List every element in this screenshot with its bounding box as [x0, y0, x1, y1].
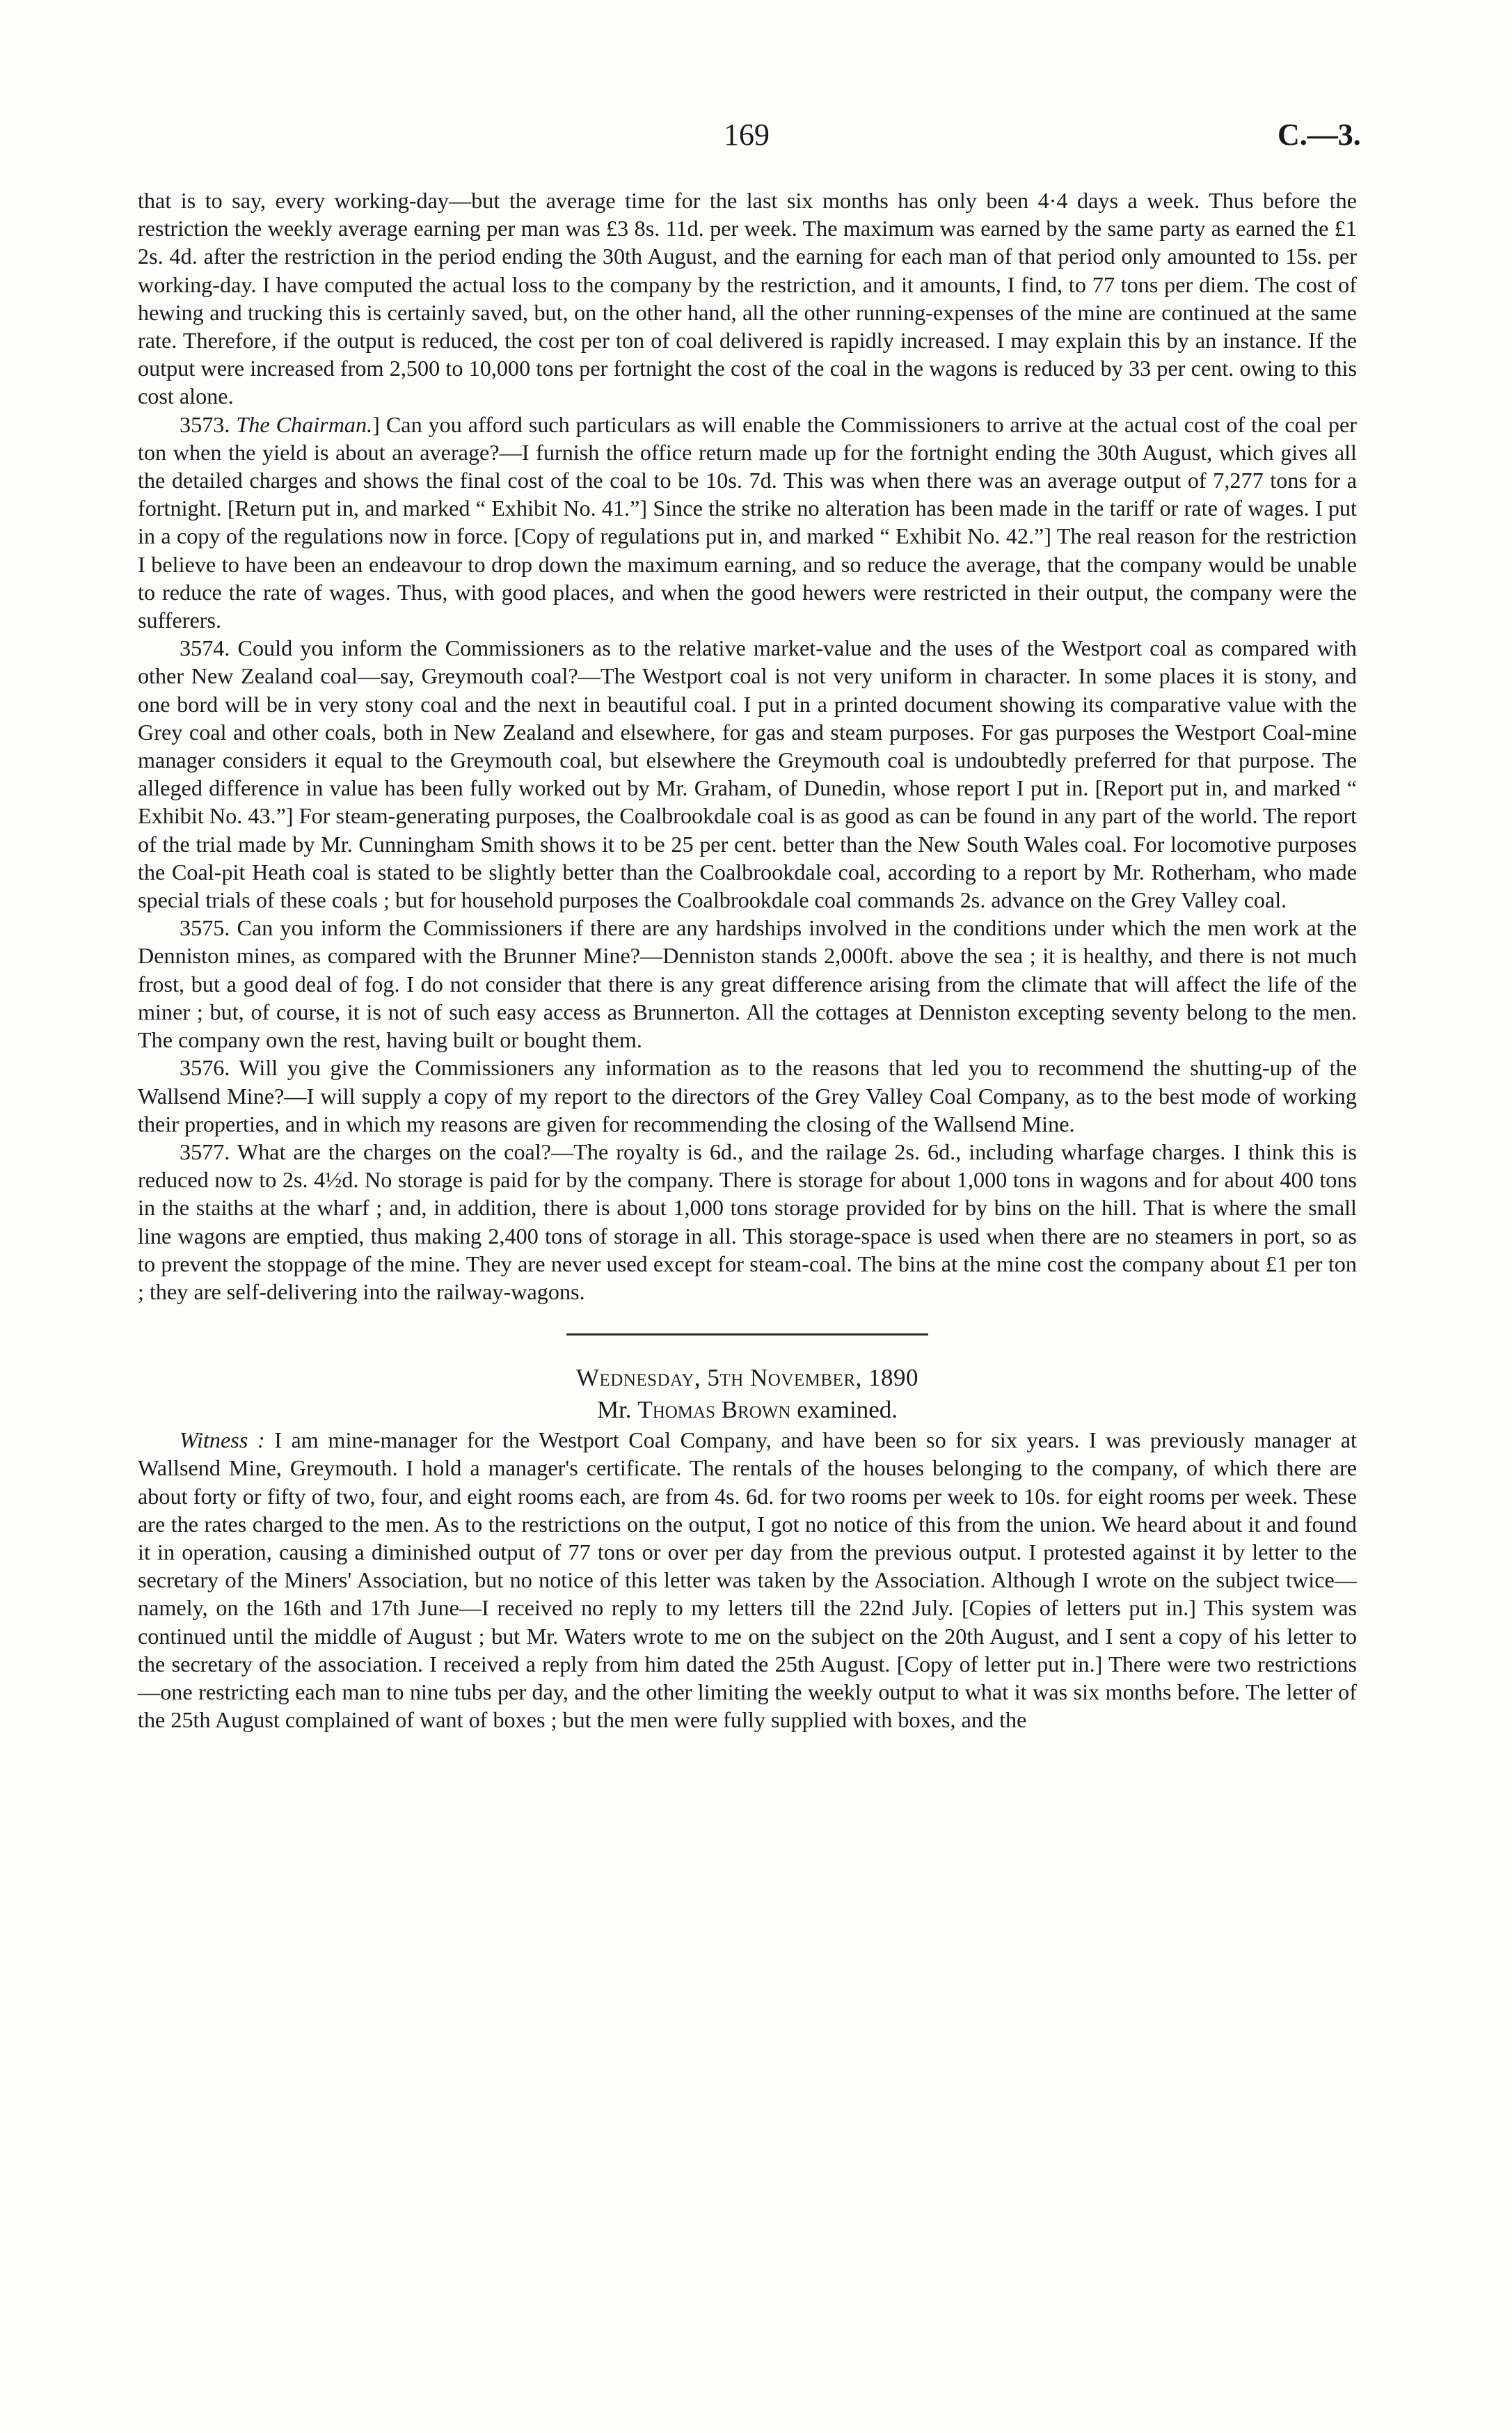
- witness-examined: examined.: [790, 1396, 898, 1424]
- document-reference: C.—3.: [1278, 118, 1361, 152]
- section-heading: Wednesday, 5th November, 1890: [575, 1364, 919, 1392]
- page-number: 169: [724, 118, 770, 152]
- page-header: [0, 117, 1512, 159]
- paragraph-3576: 3576. Will you give the Commissioners any information as to the reasons that led you to recommend the shutting-up of the Wallsend Mine?—I will supply a copy of my report to the directors of the Grey Valley Coal Company, as to the best mode of working their properties, and in which my reasons are given for recommending the closing of the Wallsend Mine.: [138, 1055, 1357, 1136]
- witness-title: Mr.: [596, 1396, 638, 1424]
- witness-name: Thomas Brown: [637, 1396, 791, 1424]
- speaker-label: The Chairman.: [236, 411, 373, 437]
- witness-paragraph: [138, 1426, 1357, 1734]
- witness-text: I am mine-manager for the Westport Coal Company, and have been so for six years. I was previously manager at Wallsend Mine, Greymouth. I hold a manager's certificate. The rentals of the houses belonging to the company, of which there are about forty or fifty of two, four, and eight rooms each, are from 4s. 6d. for two rooms per week to 10s. for eight rooms per week. These are the rates charged to the men. As to the restrictions on the output, I got no notice of this from the union. We heard about it and found it in operation, causing a diminished output of 77 tons or over per day from the previous output. I protested against it by letter to the secretary of the Miners' Association, but no notice of this letter was taken by the Association. Although I wrote on the subject twice—namely, on the 16th and 17th June—I received no reply to my letters till the 22nd July. [Copies of letters put in.] This system was continued until the middle of August ; but Mr. Waters wrote to me on the subject on the 20th August, and I sent a copy of his letter to the secretary of the association. I received a reply from him dated the 25th August. [Copy of letter put in.] There were two restrictions—one restricting each man to nine tubs per day, and the other limiting the weekly output to what it was six months before. The letter of the 25th August complained of want of boxes ; but the men were fully supplied with boxes, and the: [138, 1427, 1358, 1733]
- paragraph-3574: 3574. Could you inform the Commissioners as to the relative market-value and the uses of the Westport coal as compared with other New Zealand coal—say, Greymouth coal?—The Westport coal is not very uniform in character. In some places it is stony, and one bord will be in very stony coal and the next in beautiful coal. I put in a printed document showing its comparative value with the Grey coal and other coals, both in New Zealand and elsewhere, for gas and steam purposes. For gas purposes the Westport Coal-mine manager considers it equal to the Greymouth coal, but elsewhere the Greymouth coal is undoubtedly preferred for that purpose. The alleged difference in value has been fully worked out by Mr. Graham, of Dunedin, whose report I put in. [Report put in, and marked “ Exhibit No. 43.”] For steam-generating purposes, the Coalbrookdale coal is as good as can be found in any part of the world. The report of the trial made by Mr. Cunningham Smith shows it to be 25 per cent. better than the New South Wales coal. For locomotive purposes the Coal-pit Heath coal is stated to be slightly better than the Coalbrookdale coal, according to a report by Mr. Rotherham, who made special trials of these coals ; but for household purposes the Coalbrookdale coal commands 2s. advance on the Grey Valley coal.: [138, 635, 1357, 913]
- body-text: [138, 187, 1357, 1734]
- question-text: ] Can you afford such particulars as will enable the Commissioners to arrive at the actual cost of the coal per ton when the yield is about an average?—I furnish the office return made up for the fortnight ending the 30th August, which gives all the detailed charges and shows the final cost of the coal to be 10s. 7d. This was when there was an average output of 7,277 tons for a fortnight. [Return put in, and marked “ Exhibit No. 41.”] Since the strike no alteration has been made in the tariff or rate of wages. I put in a copy of the regulations now in force. [Copy of regulations put in, and marked “ Exhibit No. 42.”] The real reason for the restriction I believe to have been an endeavour to drop down the maximum earning, and so reduce the average, that the company would be unable to reduce the rate of wages. Thus, with good places, and when the good hewers were restricted in their output, the company were the sufferers.: [138, 411, 1358, 633]
- paragraph-3575: 3575. Can you inform the Commissioners if there are any hardships involved in the conditions under which the men work at the Denniston mines, as compared with the Brunner Mine?—Denniston stands 2,000ft. above the sea ; it is healthy, and there is not much frost, but a good deal of fog. I do not consider that there is any great difference arising from the climate that will affect the life of the miner ; but, of course, it is not of such easy access as Brunnerton. All the cottages at Denniston excepting seventy belong to the men. The company own the rest, having built or bought them.: [138, 915, 1357, 1053]
- paragraph-3573: [138, 411, 1357, 635]
- paragraph-3577: 3577. What are the charges on the coal?—The royalty is 6d., and the railage 2s. 6d., including wharfage charges. I think this is reduced now to 2s. 4½d. No storage is paid for by the company. There is storage for about 1,000 tons in wagons and for about 400 tons in the staiths at the wharf ; and, in addition, there is about 1,000 tons storage provided for by bins on the hill. That is where the small line wagons are emptied, thus making 2,400 tons of storage in all. This storage-space is used when there are no steamers in port, so as to prevent the stoppage of the mine. They are never used except for steam-coal. The bins at the mine cost the company about £1 per ton ; they are self-delivering into the railway-wagons.: [138, 1139, 1357, 1304]
- witness-label: Witness :: [180, 1427, 265, 1453]
- witness-heading: [138, 1394, 1357, 1426]
- continuation-paragraph: that is to say, every working-day—but the average time for the last six months has only been 4·4 days a week. Thus before the restriction the weekly average earning per man was £3 8s. 11d. per week. The maximum was earned by the same party as earned the £1 2s. 4d. after the restriction in the period ending the 30th August, and the earning for each man of that period only amounted to 15s. per working-day. I have computed the actual loss to the company by the restriction, and it amounts, I find, to 77 tons per diem. The cost of hewing and trucking this is certainly saved, but, on the other hand, all the other running-expenses of the mine are continued at the same rate. Therefore, if the output is reduced, the cost per ton of coal delivered is rapidly increased. I may explain this by an instance. If the output were increased from 2,500 to 10,000 tons per fortnight the cost of the coal in the wagons is reduced by 33 per cent. owing to this cost alone.: [138, 188, 1357, 409]
- section-divider: [566, 1333, 928, 1336]
- question-number: 3573.: [180, 411, 237, 437]
